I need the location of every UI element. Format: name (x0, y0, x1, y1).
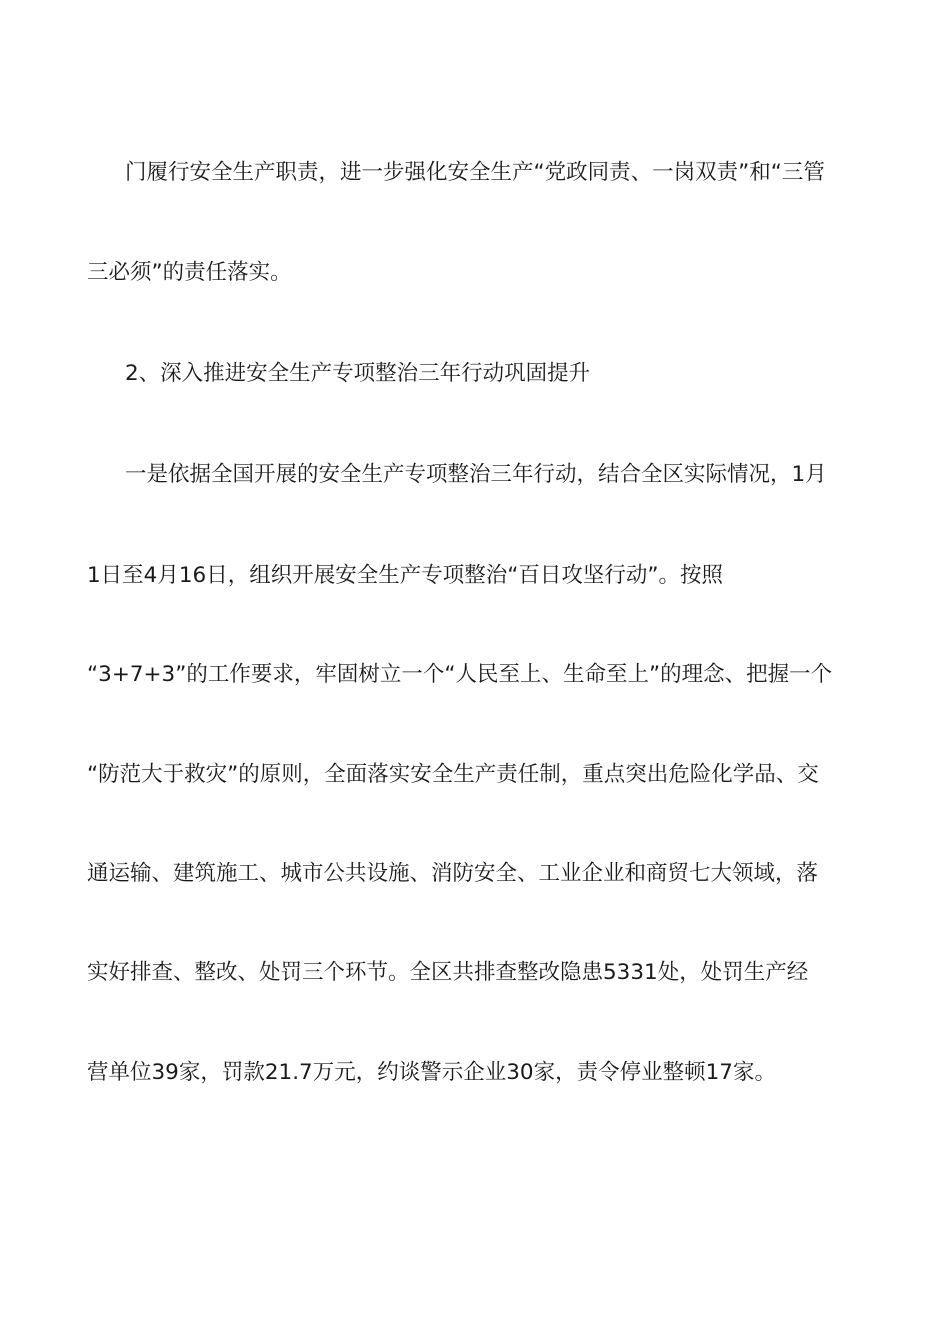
paragraph-line-2: 三必须”的责任落实。 (87, 260, 292, 285)
paragraph-line-4: 1日至4月16日，组织开展安全生产专项整治“百日攻坚行动”。按照 (87, 563, 723, 588)
paragraph-line-8: 实好排查、整改、处罚三个环节。全区共排查整改隐患5331处，处罚生产经 (87, 960, 809, 985)
paragraph-line-7: 通运输、建筑施工、城市公共设施、消防安全、工业企业和商贸七大领域，落 (87, 861, 819, 886)
paragraph-line-5: “3+7+3”的工作要求，牢固树立一个“人民至上、生命至上”的理念、把握一个 (87, 662, 833, 687)
paragraph-line-1: 门履行安全生产职责，进一步强化安全生产“党政同责、一岗双责”和“三管 (125, 160, 825, 185)
paragraph-line-9: 营单位39家，罚款21.7万元，约谈警示企业30家，责令停业整顿17家。 (87, 1060, 776, 1085)
paragraph-line-6: “防范大于救灾”的原则，全面落实安全生产责任制，重点突出危险化学品、交 (87, 762, 819, 787)
paragraph-line-3: 一是依据全国开展的安全生产专项整治三年行动，结合全区实际情况，1月 (125, 462, 827, 487)
section-heading: 2、深入推进安全生产专项整治三年行动巩固提升 (125, 361, 591, 386)
